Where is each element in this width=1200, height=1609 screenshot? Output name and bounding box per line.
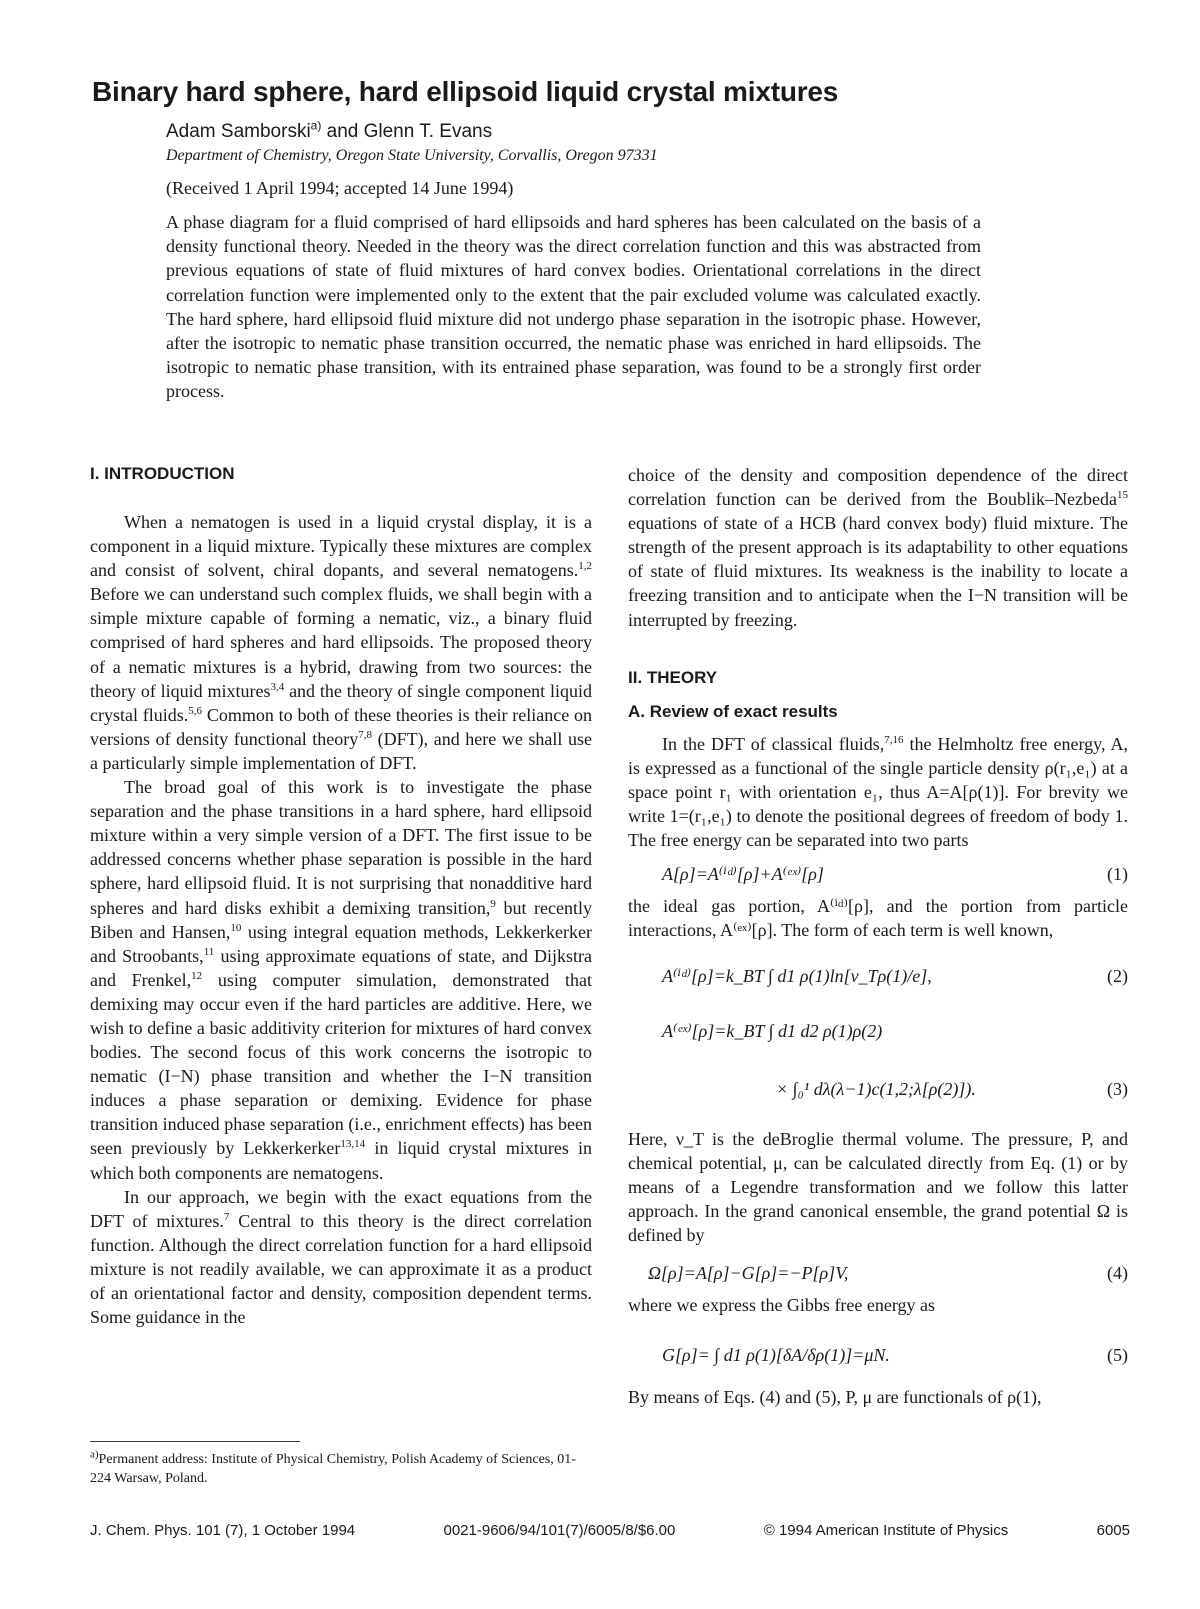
citation: 7,8 — [358, 728, 373, 741]
equation-number: (1) — [1107, 864, 1128, 885]
article-code: 0021-9606/94/101(7)/6005/8/$6.00 — [443, 1522, 676, 1539]
intro-paragraph: When a nematogen is used in a liquid crystal display, it is a component in a liquid mixture. Typically these mixtures are complex and consist of solvent, chiral dopants, and several nematogens.$^{1,2}$ Before we can understand such complex fluids, we shall begin with a simple mixture capable of forming a nematic, viz., a binary fluid comprised of hard spheres and hard ellipsoids. The proposed theory of a nematic mixtures is a hybrid, drawing from two sources: the theory of liquid mixtures$^{3,4}$ and the theory of single component liquid crystal fluids.$^{5,6}$ Common to both of these theories is their reliance on versions of density functional theory$^{7,8}$ (DFT), and here we shall use a particularly simple implementation of DFT. — [90, 512, 593, 773]
section-heading: I. INTRODUCTION — [90, 464, 235, 483]
citation: 5,6 — [188, 704, 203, 717]
equation-number: (4) — [1107, 1263, 1128, 1284]
footnote-mark: a) — [310, 118, 322, 133]
left-column — [90, 462, 592, 1329]
theory-paragraph: where we express the Gibbs free energy as — [628, 1295, 936, 1316]
equation-3-line-1: A⁽ᵉˣ⁾[ρ]=k_BT ∫ d1 d2 ρ(1)ρ(2) — [662, 1020, 883, 1041]
author-name: and Glenn T. Evans — [326, 121, 493, 142]
footnote — [90, 1450, 592, 1488]
citation: 9 — [490, 897, 496, 910]
equation-3-line-2: × ∫₀¹ dλ(λ−1)c(1,2;λ[ρ(2)]). (3) — [628, 1077, 1128, 1101]
intro-paragraph-continued: choice of the density and composition dependence of the direct correlation function can be derived from the Boublik–Nezbeda$^{15}$ equations of state of a HCB (hard convex body) fluid mixture. The strength of the present approach is its adaptability to other equations of state of fluid mixtures. Its weakness is the inability to locate a freezing transition and to anticipate when the I−N transition will be interrupted by freezing. — [628, 465, 1128, 630]
abstract: A phase diagram for a fluid comprised of hard ellipsoids and hard spheres has been calculated on the basis of a density functional theory. Needed in the theory was the direct correlation function and this was abstracted from previous equations of state of fluid mixtures of hard convex bodies. Orientational correlations in the direct correlation function were implemented only to the extent that the pair excluded volume was calculated exactly. The hard sphere, hard ellipsoid fluid mixture did not undergo phase separation in the isotropic phase. However, after the isotropic to nematic phase transition occurred, the nematic phase was enriched in hard ellipsoids. The isotropic to nematic phase transition, with its entrained phase separation, was found to be a strongly first order process. — [166, 212, 981, 402]
equation-4: Ω[ρ]=A[ρ]−G[ρ]=−P[ρ]V, (4) — [628, 1261, 1128, 1285]
citation: 3,4 — [270, 680, 285, 693]
equation-number: (2) — [1107, 966, 1128, 987]
citation: 7,16 — [884, 733, 904, 746]
equation-number: (5) — [1107, 1345, 1128, 1366]
citation: 1,2 — [578, 560, 592, 573]
citation: 12 — [191, 969, 203, 982]
citation: 10 — [230, 921, 242, 934]
citation: 11 — [203, 945, 215, 958]
equation-5: G[ρ]= ∫ d1 ρ(1)[δA/δρ(1)]=μN. (5) — [628, 1343, 1128, 1367]
theory-paragraph: Here, ν_T is the deBroglie thermal volume. The pressure, P, and chemical potential, μ, can be calculated directly from Eq. (1) or by means of a Legendre transformation and we follow this latter approach. In the grand canonical ensemble, the grand potential Ω is defined by — [628, 1128, 1128, 1246]
theory-paragraph: In the DFT of classical fluids,$^{7,16}$ the Helmholtz free energy, A, is expressed as a functional of the single particle density ρ(r₁,e₁) at a space point r₁ with orientation e₁, thus A=A[ρ(1)]. For brevity we write 1=(r₁,e₁) to denote the positional degrees of freedom of body 1. The free energy can be separated into two parts — [628, 733, 1128, 851]
theory-paragraph: By means of Eqs. (4) and (5), P, μ are functionals of ρ(1), — [628, 1387, 1042, 1408]
copyright: © 1994 American Institute of Physics — [763, 1522, 1009, 1539]
received-dates: (Received 1 April 1994; accepted 14 June 1994) — [166, 178, 514, 198]
page-number: 6005 — [1096, 1522, 1130, 1539]
theory-paragraph: the ideal gas portion, A⁽ⁱᵈ⁾[ρ], and the portion from particle interactions, A⁽ᵉˣ⁾[ρ]. The form of each term is well known, — [628, 896, 1128, 941]
citation: 15 — [1117, 489, 1128, 502]
right-column — [628, 463, 1128, 1410]
citation: 13,14 — [340, 1138, 366, 1151]
affiliation: Department of Chemistry, Oregon State University, Corvallis, Oregon 97331 — [166, 147, 658, 164]
authors-line — [166, 118, 493, 143]
footnote-mark: a) — [90, 1448, 99, 1461]
footnote-rule — [90, 1441, 300, 1442]
subsection-heading: A. Review of exact results — [628, 701, 838, 721]
author-name: Adam Samborski — [166, 121, 311, 142]
paper-title: Binary hard sphere, hard ellipsoid liquid crystal mixtures — [92, 76, 839, 107]
footnote-text: Permanent address: Institute of Physical Chemistry, Polish Academy of Sciences, 01-224 Warsaw, Poland. — [90, 1452, 576, 1486]
equation-number: (3) — [1107, 1078, 1128, 1099]
intro-paragraph: In our approach, we begin with the exact equations from the DFT of mixtures.$^7$ Central to this theory is the direct correlation function. Although the direct correlation function for a hard ellipsoid mixture is not readily available, we can approximate it as a product of an orientational factor and density, composition dependent terms. Some guidance in the — [90, 1186, 592, 1328]
section-heading: II. THEORY — [628, 667, 718, 687]
journal-citation: J. Chem. Phys. 101 (7), 1 October 1994 — [90, 1522, 356, 1539]
intro-paragraph: The broad goal of this work is to investigate the phase separation and the phase transitions in a hard sphere, hard ellipsoid mixture within a very simple version of a DFT. The first issue to be addressed concerns whether phase separation is possible in the hard sphere, hard ellipsoid fluid. It is not surprising that nonadditive hard spheres and hard disks exhibit a demixing transition,$^9$ but recently Biben and Hansen,$^{10}$ using integral equation methods, Lekkerkerker and Stroobants,$^{11}$ using approximate equations of state, and Dijkstra and Frenkel,$^{12}$ using computer simulation, demonstrated that demixing may occur even if the hard particles are additive. Here, we wish to define a basic additivity criterion for mixtures of hard convex bodies. The second focus of this work concerns the isotropic to nematic (I−N) phase transition and whether the I−N transition induces a phase separation or demixing. Evidence for phase transition induced phase separation (i.e., enrichment effects) has been seen previously by Lekkerkerker$^{13,14}$ in liquid crystal mixtures in which both components are nematogens. — [90, 777, 593, 1183]
page-footer — [90, 1522, 1130, 1539]
citation: 7 — [223, 1210, 230, 1223]
equation-1: A[ρ]=A⁽ⁱᵈ⁾[ρ]+A⁽ᵉˣ⁾[ρ] (1) — [628, 862, 1128, 886]
equation-2: A⁽ⁱᵈ⁾[ρ]=k_BT ∫ d1 ρ(1)ln[ν_Tρ(1)/e], (2) — [628, 964, 1128, 988]
